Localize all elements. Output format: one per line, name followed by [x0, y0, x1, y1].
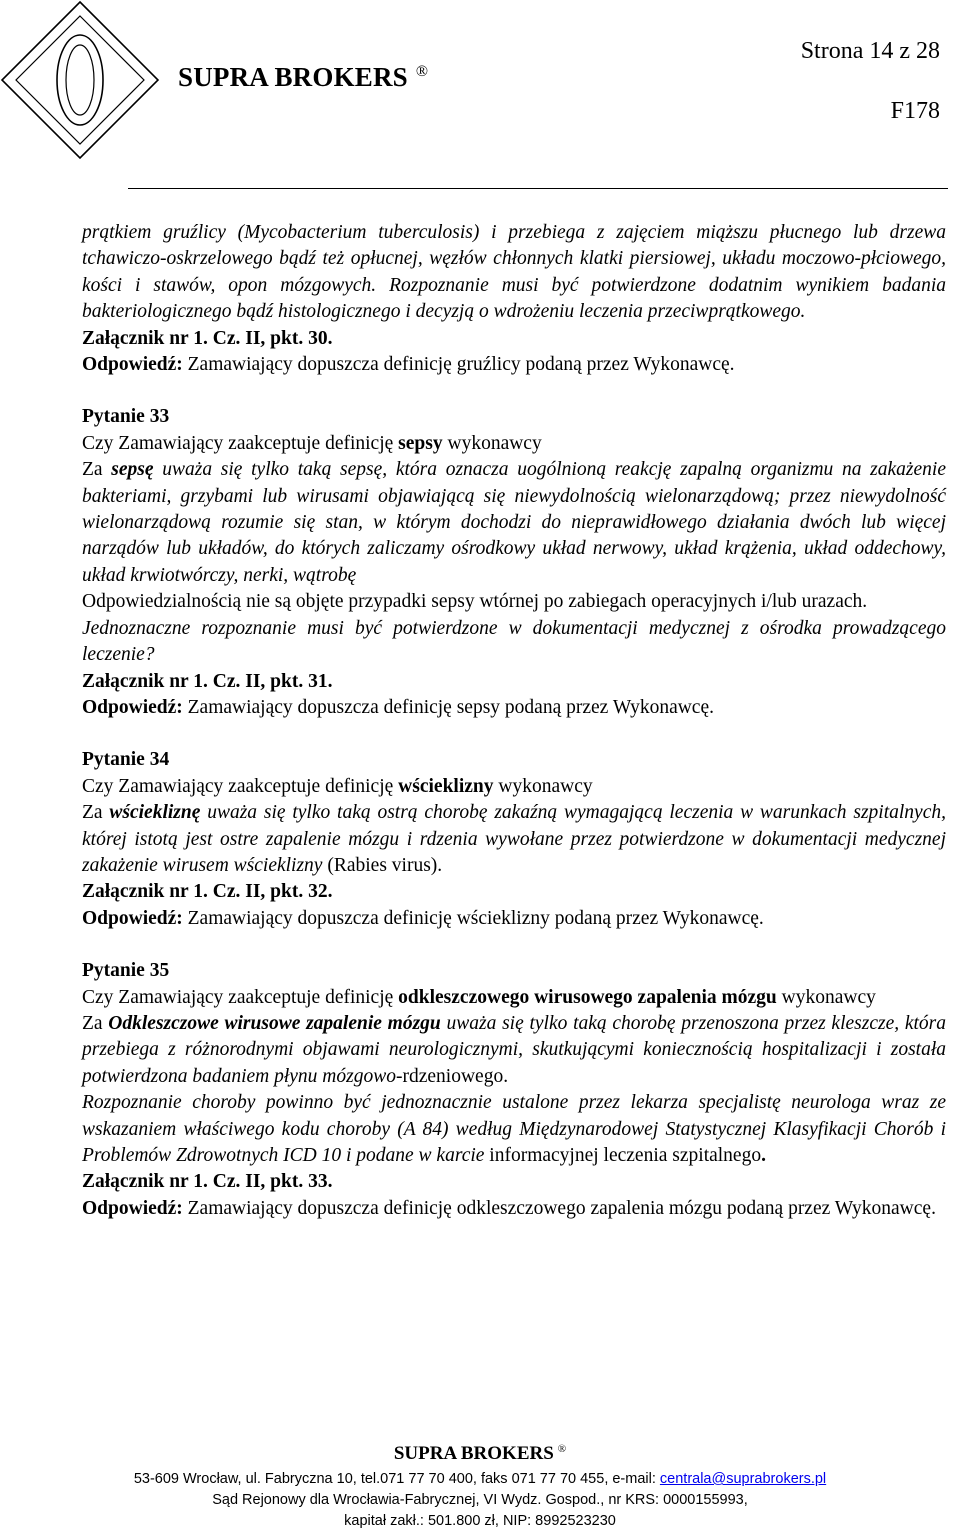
registered-mark: ®: [415, 63, 429, 80]
attachment-ref-30: Załącznik nr 1. Cz. II, pkt. 30.: [82, 327, 333, 349]
question-33-exclusion: Odpowiedzialnością nie są objęte przypadki sepsy wtórnej po zabiegach operacyjnych i/lub urazach.: [82, 591, 868, 613]
answer-34: Odpowiedź: Zamawiający dopuszcza definicję wścieklizny podaną przez Wykonawcę.: [82, 907, 764, 929]
question-35-ask: Czy Zamawiający zaakceptuje definicję odkleszczowego wirusowego zapalenia mózgu wykonawcy: [82, 986, 876, 1008]
attachment-ref-32: Załącznik nr 1. Cz. II, pkt. 32.: [82, 881, 333, 903]
intro-paragraph: prątkiem gruźlicy (Mycobacterium tuberculosis) i przebiega z zajęciem miąższu płucnego lub drzewa tchawiczo-oskrzelowego bądź też opłucnej, węzłów chłonnych klatki piersiowej, układu moczowo-płciowego, kości i stawów, opon mózgowych. Rozpoznanie musi być potwierdzone dodatnim wynikiem badania bakteriologicznego bądź histologicznego i decyzją o wdrożeniu leczenia przeciwprątkowego.: [82, 222, 946, 323]
question-34-ask: Czy Zamawiający zaakceptuje definicję wścieklizny wykonawcy: [82, 775, 593, 797]
document-code: F178: [890, 98, 940, 124]
question-35-title: Pytanie 35: [82, 960, 170, 982]
question-33-ask: Czy Zamawiający zaakceptuje definicję sepsy wykonawcy: [82, 432, 542, 454]
footer-court-registration: Sąd Rejonowy dla Wrocławia-Fabrycznej, VI Wydz. Gospod., nr KRS: 0000155993,: [212, 1492, 748, 1508]
question-33-confirm: Jednoznaczne rozpoznanie musi być potwierdzone w dokumentacji medycznej z ośrodka prowadzącego leczenie?: [82, 617, 946, 666]
attachment-ref-33: Załącznik nr 1. Cz. II, pkt. 33.: [82, 1171, 333, 1193]
question-35-definition: Za Odkleszczowe wirusowe zapalenie mózgu uważa się tylko taką chorobę przenoszona przez kleszcze, która przebiega z różnorodnymi objawami neurologicznymi, skutkującymi koniecznością hospitalizacji i została potwierdzona badaniem płynu mózgowo-rdzeniowego.: [82, 1012, 946, 1087]
footer-registered-mark: ®: [557, 1443, 567, 1455]
question-33-definition: Za sepsę uważa się tylko taką sepsę, która oznacza uogólnioną reakcję zapalną organizmu na zakażenie bakteriami, grzybami lub wirusami objawiającą się niewydolnością wielonarządową; przez niewydolność wielonarządową rozumie się stan, w którym dochodzi do nieprawidłowego działania dwóch lub więcej narządów lub układów, do których zaliczamy ośrodkowy układ nerwowy, układ krążenia, układ oddechowy, układ krwiotwórczy, nerki, wątrobę: [82, 459, 946, 586]
footer-brand: SUPRA BROKERS ®: [393, 1443, 567, 1464]
attachment-ref-31: Załącznik nr 1. Cz. II, pkt. 31.: [82, 670, 333, 692]
footer-capital: kapitał zakł.: 501.800 zł, NIP: 8992523230: [344, 1513, 616, 1529]
question-34-definition: Za wściekliznę uważa się tylko taką ostrą chorobę zakaźną wymagającą leczenia w warunkach szpitalnych, której istotą jest ostre zapalenie mózgu i rdzenia wywołane przez potwierdzone w dokumentacji medycznej zakażenie wirusem wścieklizny (Rabies virus).: [82, 802, 946, 876]
footer-address: 53-609 Wrocław, ul. Fabryczna 10, tel.071 77 70 400, faks 071 77 70 455, e-mail: centrala@suprabrokers.pl: [133, 1471, 827, 1487]
footer-email-link[interactable]: centrala@suprabrokers.pl: [659, 1471, 827, 1487]
answer-35: Odpowiedź: Zamawiający dopuszcza definicję odkleszczowego zapalenia mózgu podaną przez Wykonawcę.: [82, 1197, 936, 1219]
answer-30: Odpowiedź: Zamawiający dopuszcza definicję gruźlicy podaną przez Wykonawcę.: [82, 354, 735, 376]
header-divider: [128, 188, 948, 189]
question-35-diagnosis: Rozpoznanie choroby powinno być jednoznacznie ustalone przez lekarza specjalistę neurologa wraz ze wskazaniem właściwego kodu choroby (A 84) według Międzynarodowej Statystycznej Klasyfikacji Chorób i Problemów Zdrowotnych ICD 10 i podane w karcie informacyjnej leczenia szpitalnego.: [82, 1092, 946, 1166]
page-number: Strona 14 z 28: [800, 38, 940, 64]
document-body: [82, 220, 946, 1222]
question-33-title: Pytanie 33: [82, 406, 170, 428]
company-logo-icon: [0, 0, 160, 160]
question-34-title: Pytanie 34: [82, 749, 170, 771]
answer-33: Odpowiedź: Zamawiający dopuszcza definicję sepsy podaną przez Wykonawcę.: [82, 696, 714, 718]
header-brand: SUPRA BROKERS ®: [178, 62, 429, 92]
